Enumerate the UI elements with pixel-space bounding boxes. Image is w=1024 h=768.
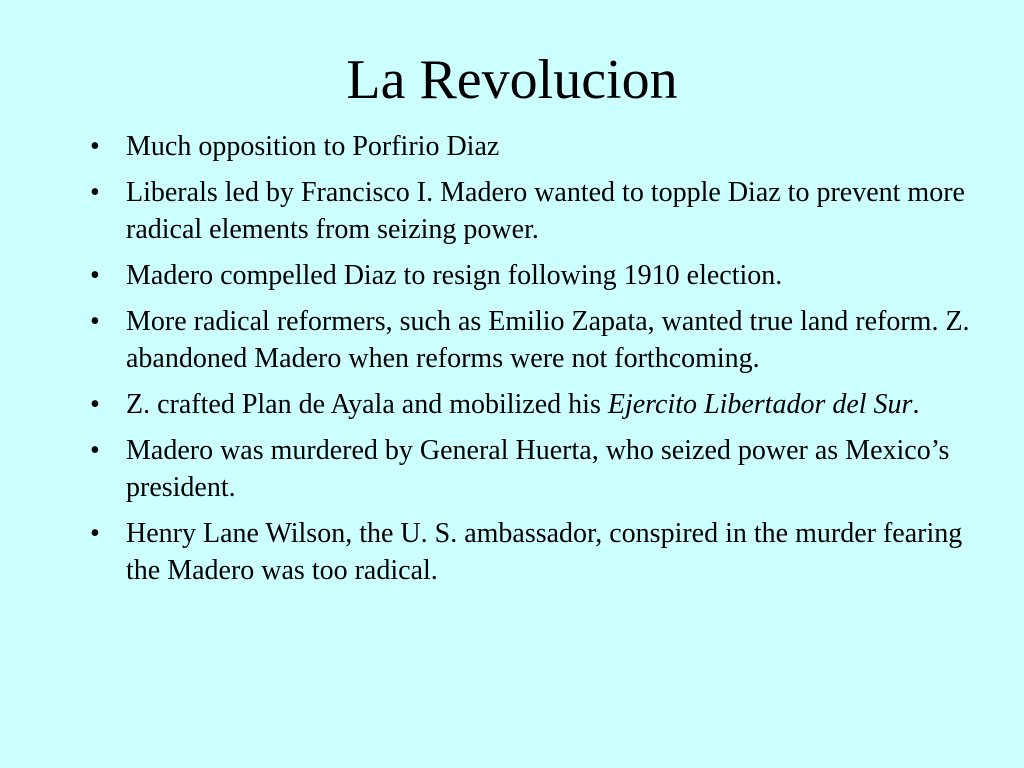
bullet-item bbox=[90, 174, 970, 248]
bullet-text-before: Z. crafted Plan de Ayala and mobilized his bbox=[126, 389, 608, 420]
bullet-text: Much opposition to Porfirio Diaz bbox=[126, 131, 500, 162]
bullet-text-italic: Ejercito Libertador del Sur bbox=[607, 389, 913, 420]
bullet-text: Madero compelled Diaz to resign following 1910 election. bbox=[126, 260, 783, 291]
bullet-icon: • bbox=[90, 435, 100, 466]
bullet-text: Madero was murdered by General Huerta, who seized power as Mexico’s president. bbox=[126, 435, 950, 503]
bullet-text: Henry Lane Wilson, the U. S. ambassador, conspired in the murder fearing the Madero was too radical. bbox=[126, 518, 963, 586]
bullet-list bbox=[90, 128, 970, 598]
bullet-icon: • bbox=[90, 306, 100, 337]
bullet-item bbox=[90, 257, 970, 294]
bullet-text: More radical reformers, such as Emilio Zapata, wanted true land reform. Z. abandoned Madero when reforms were not forthcoming. bbox=[126, 306, 970, 374]
bullet-icon: • bbox=[90, 260, 100, 291]
bullet-text bbox=[126, 389, 919, 420]
bullet-text-after: . bbox=[912, 389, 920, 420]
bullet-item bbox=[90, 128, 970, 165]
bullet-icon: • bbox=[90, 131, 100, 162]
bullet-icon: • bbox=[90, 389, 100, 420]
bullet-item bbox=[90, 432, 970, 506]
bullet-icon: • bbox=[90, 177, 100, 208]
slide-title: La Revolucion bbox=[346, 49, 678, 111]
bullet-item bbox=[90, 386, 970, 423]
bullet-item bbox=[90, 515, 970, 589]
bullet-text: Liberals led by Francisco I. Madero wanted to topple Diaz to prevent more radical elements from seizing power. bbox=[126, 177, 965, 245]
bullet-item bbox=[90, 303, 970, 377]
bullet-icon: • bbox=[90, 518, 100, 549]
